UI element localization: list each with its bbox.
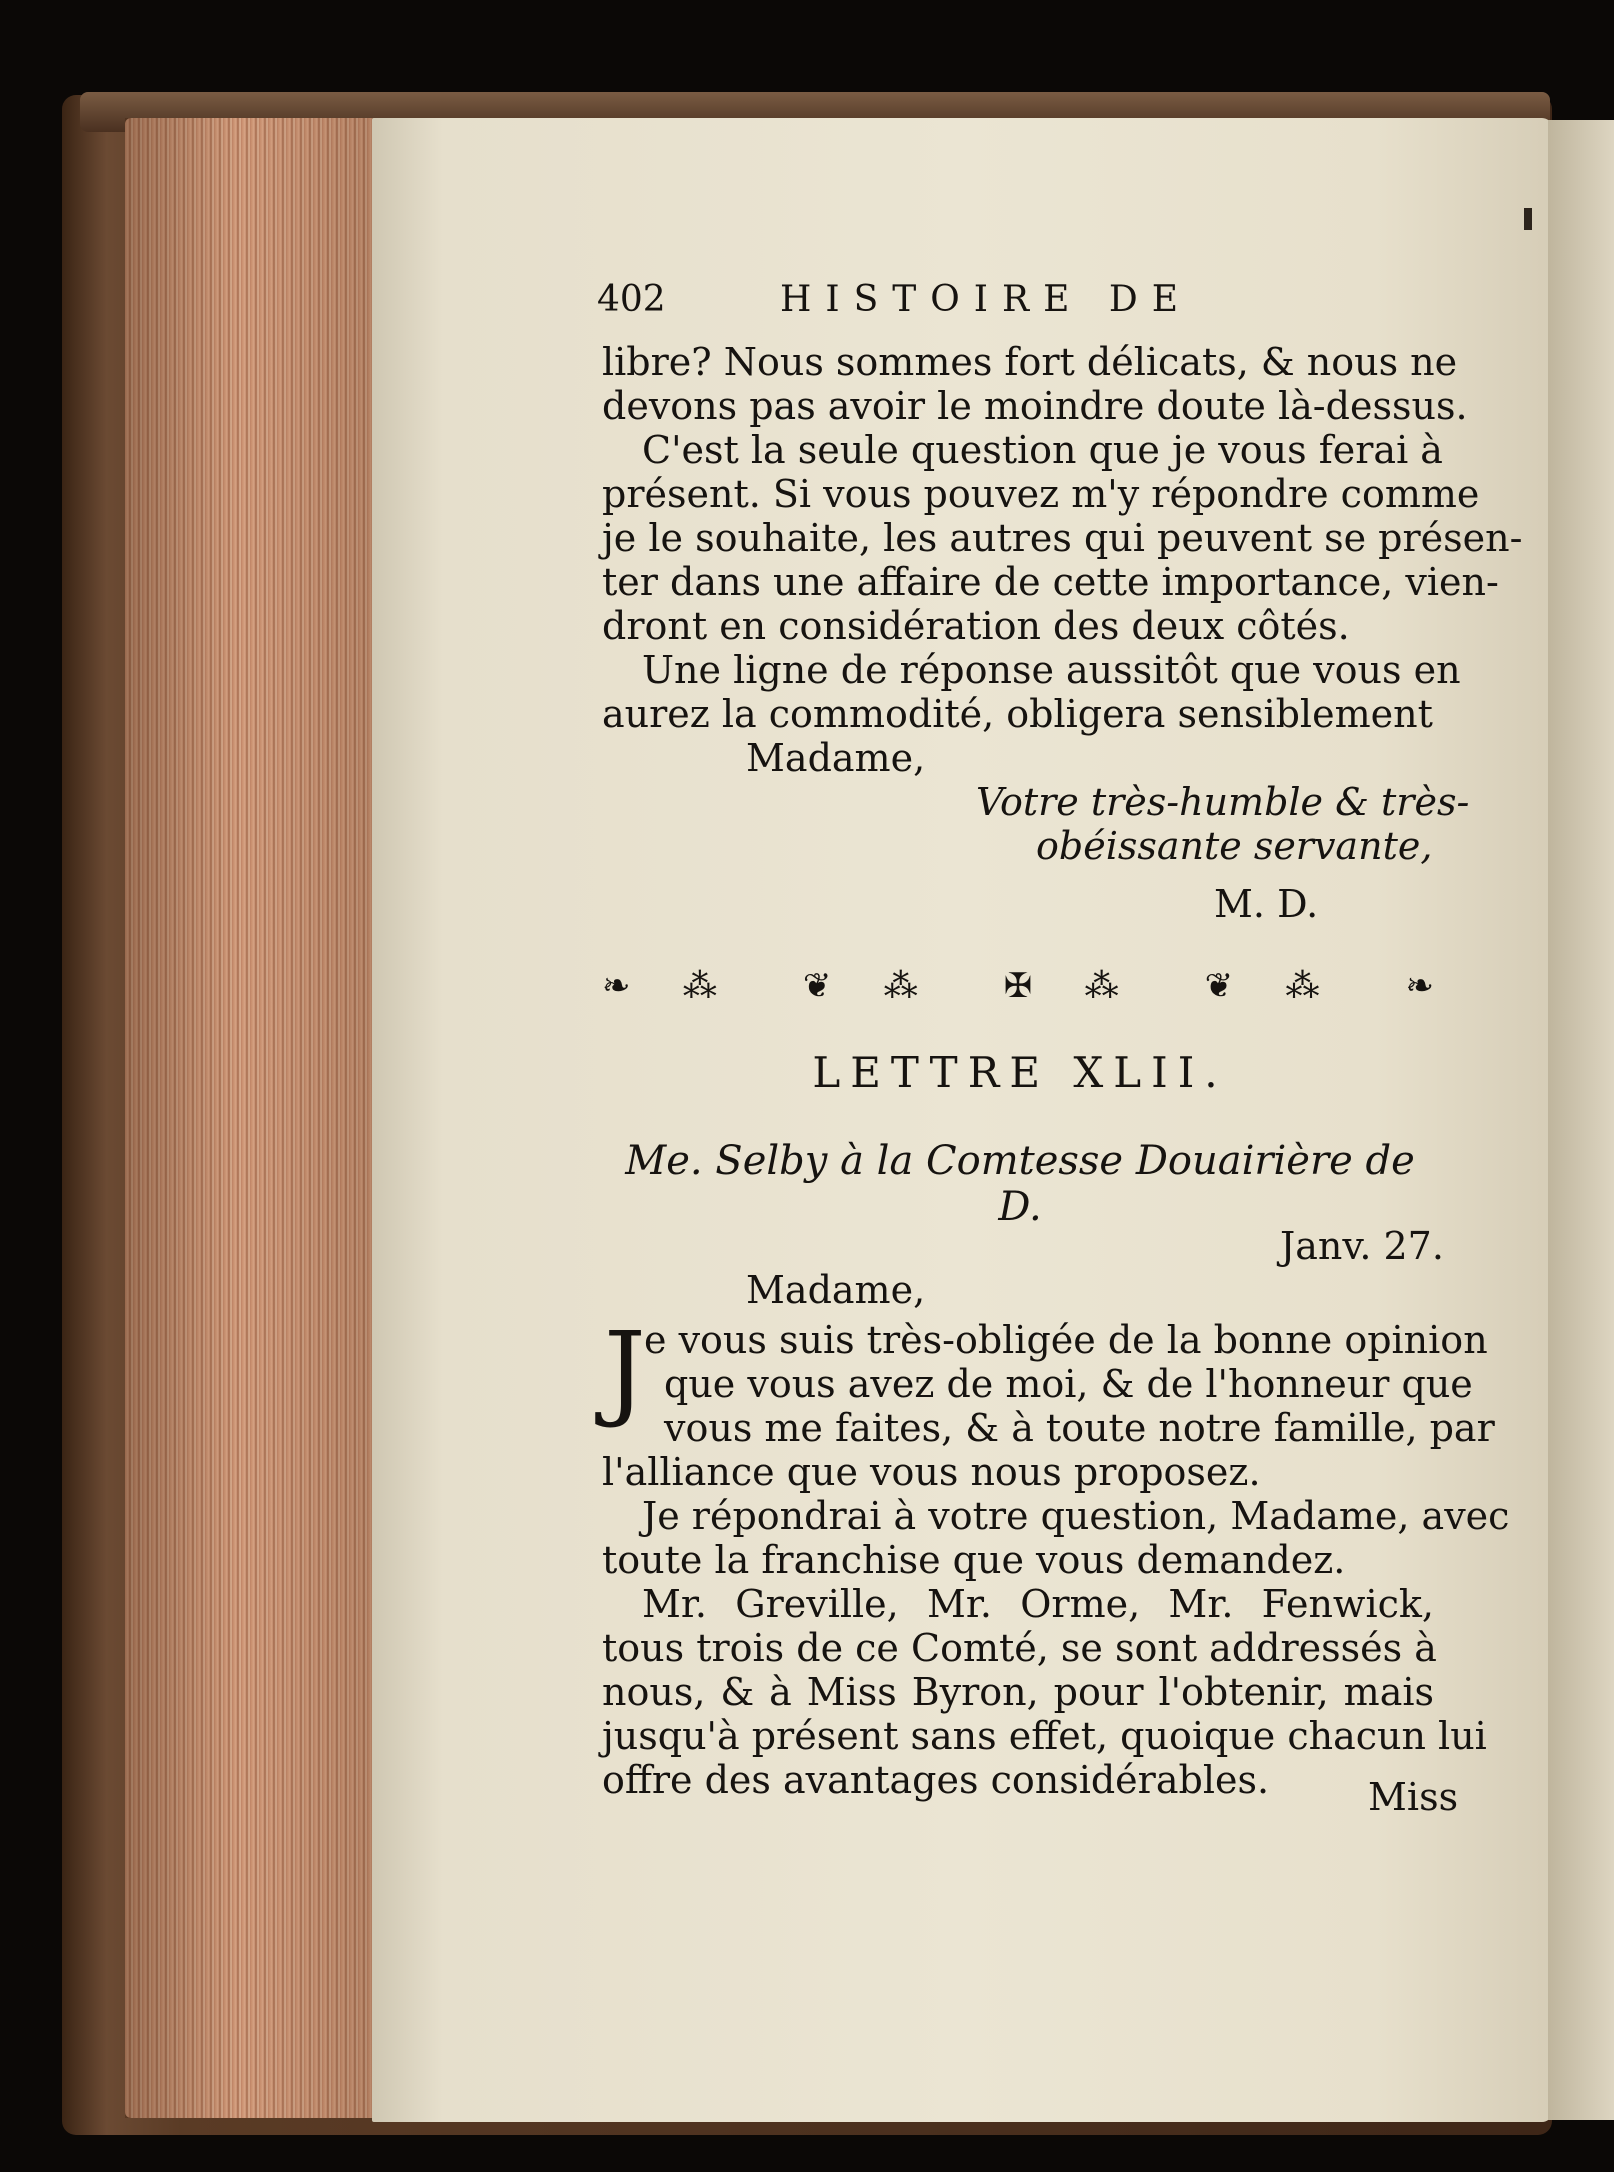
letter-from-to: Me. Selby à la Comtesse Douairière de D.: [625, 1138, 1415, 1230]
body-line: tous trois de ce Comté, se sont addressés à: [602, 1626, 1437, 1670]
page-number: 402: [597, 279, 666, 320]
signature-initials: M. D.: [1214, 882, 1319, 926]
ornament-glyphs: ❧ ⁂ ❦ ⁂ ✠ ⁂ ❦ ⁂ ❧: [602, 966, 1438, 1006]
body-line: Mr. Greville, Mr. Orme, Mr. Fenwick,: [642, 1582, 1434, 1626]
catchword: Miss: [1368, 1775, 1459, 1819]
text-line: libre? Nous sommes fort délicats, & nous ne: [602, 340, 1458, 384]
body-line: jusqu'à présent sans effet, quoique chacun lui: [602, 1714, 1487, 1758]
body-line: e vous suis très-obligée de la bonne opinion: [644, 1318, 1488, 1362]
body-line: l'alliance que vous nous proposez.: [602, 1450, 1261, 1494]
text-line: Une ligne de réponse aussitôt que vous en: [642, 648, 1461, 692]
letter-heading: LETTRE XLII.: [812, 1048, 1228, 1097]
closing-salutation: Madame,: [746, 736, 926, 780]
text-line: je le souhaite, les autres qui peuvent se présen-: [602, 516, 1523, 560]
signature-line-2: obéissante servante,: [1036, 824, 1433, 868]
body-line: toute la franchise que vous demandez.: [602, 1538, 1346, 1582]
body-line: nous, & à Miss Byron, pour l'obtenir, mais: [602, 1670, 1434, 1714]
letter-opening: Madame,: [746, 1268, 926, 1312]
drop-cap: J: [604, 1309, 646, 1431]
body-line: offre des avantages considérables.: [602, 1758, 1270, 1802]
text-line: présent. Si vous pouvez m'y répondre comme: [602, 472, 1480, 516]
text-line: ter dans une affaire de cette importance, vien-: [602, 560, 1499, 604]
text-line: devons pas avoir le moindre doute là-dessus.: [602, 384, 1468, 428]
text-line: C'est la seule question que je vous ferai à: [642, 428, 1443, 472]
body-line: Je répondrai à votre question, Madame, avec: [642, 1494, 1510, 1538]
text-line: aurez la commodité, obligera sensiblement: [602, 692, 1433, 736]
running-head: HISTOIRE DE: [780, 279, 1192, 320]
body-line: que vous avez de moi, & de l'honneur que: [664, 1362, 1473, 1406]
ornament-divider: [602, 964, 1438, 1008]
signature-line-1: Votre très-humble & très-: [976, 780, 1470, 824]
text-line: dront en considération des deux côtés.: [602, 604, 1350, 648]
body-line: vous me faites, & à toute notre famille, par: [664, 1406, 1495, 1450]
letter-date: Janv. 27.: [1280, 1224, 1444, 1268]
